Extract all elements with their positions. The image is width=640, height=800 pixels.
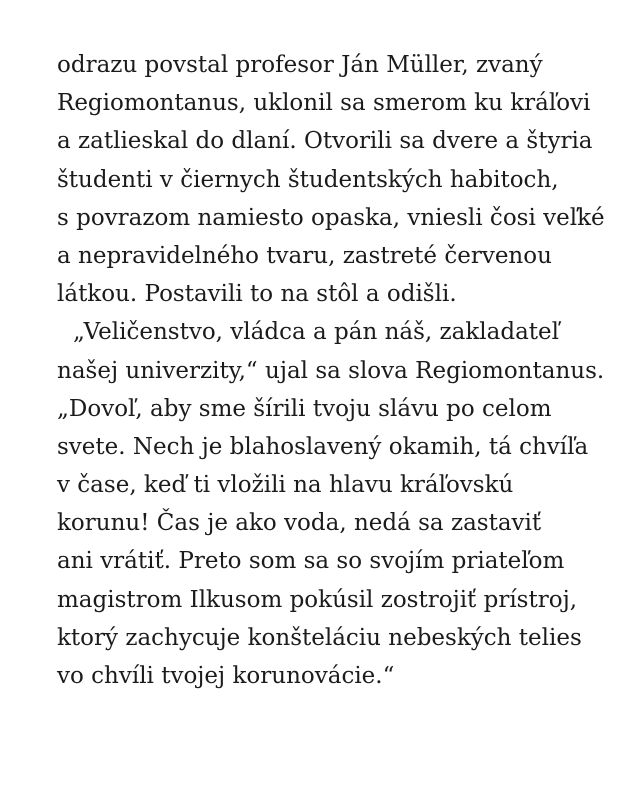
text-line: ktorý zachycuje konšteláciu nebeských telies <box>57 624 582 651</box>
text-line: študenti v čiernych študentských habitoch, <box>57 166 559 193</box>
text-line: odrazu povstal profesor Ján Müller, zvaný <box>57 52 543 78</box>
text-line: s povrazom namiesto opaska, vniesli čosi veľké <box>57 204 605 231</box>
text-line: korunu! Čas je ako voda, nedá sa zastaviť <box>57 510 542 537</box>
text-block <box>57 46 617 695</box>
text-line: magistrom Ilkusom pokúsil zostrojiť prístroj, <box>57 586 578 613</box>
text-line: „Veličenstvo, vládca a pán náš, zakladateľ <box>73 319 559 346</box>
text-line: „Dovoľ, aby sme šírili tvoju slávu po celom <box>57 395 552 422</box>
text-line: svete. Nech je blahoslavený okamih, tá chvíľa <box>57 433 589 460</box>
text-line: našej univerzity,“ ujal sa slova Regiomontanus. <box>57 357 605 384</box>
text-line: Regiomontanus, uklonil sa smerom ku kráľovi <box>57 90 591 117</box>
text-line: a nepravidelného tvaru, zastreté červenou <box>57 242 552 269</box>
text-line: látkou. Postavili to na stôl a odišli. <box>57 281 457 308</box>
text-line: ani vrátiť. Preto som sa so svojím priateľom <box>57 548 565 575</box>
text-line: v čase, keď ti vložili na hlavu kráľovskú <box>57 472 514 499</box>
paragraph-2 <box>57 313 617 695</box>
text-line: vo chvíli tvojej korunovácie.“ <box>57 663 395 689</box>
text-line: a zatlieskal do dlaní. Otvorili sa dvere a štyria <box>57 128 593 155</box>
paragraph-1 <box>57 46 617 313</box>
